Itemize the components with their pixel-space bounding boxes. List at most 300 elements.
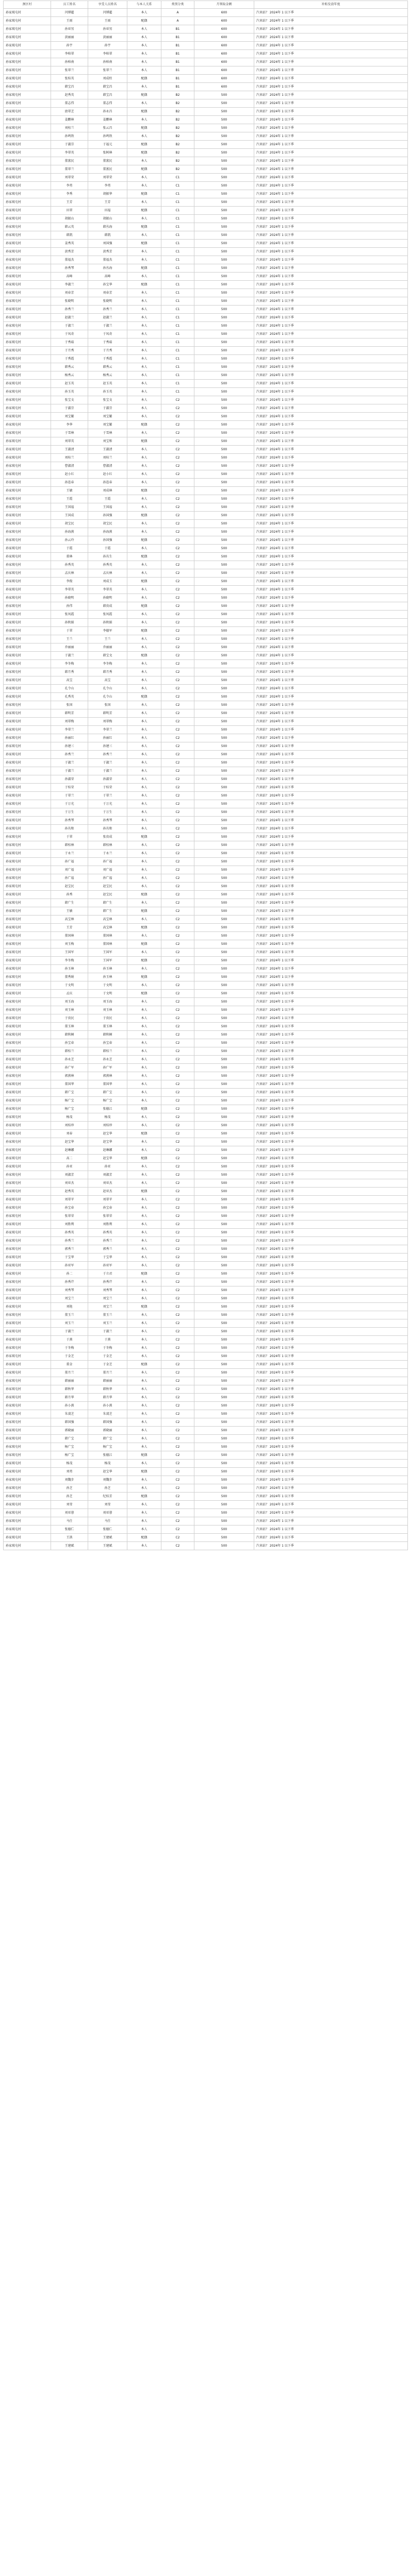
category-cell: C2 xyxy=(161,1146,194,1155)
beneficiary-name-cell: 王兰 xyxy=(88,635,127,643)
employee-name-cell: 刘亚蓉 xyxy=(51,1509,88,1517)
table-row xyxy=(4,207,408,215)
table-row xyxy=(4,1014,408,1023)
relation-cell: 本人 xyxy=(127,1542,161,1550)
subsidy-period-cell: 汽車站？ 2024年 1 以下季 xyxy=(254,1031,408,1039)
beneficiary-name-cell: 刘桂兰 xyxy=(88,454,127,462)
table-row xyxy=(4,421,408,429)
relation-cell: 配偶 xyxy=(127,487,161,495)
category-cell: C2 xyxy=(161,1039,194,1047)
category-cell: C2 xyxy=(161,1336,194,1344)
category-cell: C2 xyxy=(161,957,194,965)
monthly-amount-cell: 500 xyxy=(194,693,254,701)
table-row xyxy=(4,83,408,91)
subsidy-period-cell: 汽車站？ 2024年 1 以下季 xyxy=(254,800,408,808)
beneficiary-name-cell: 刘亚杰 xyxy=(88,1179,127,1188)
beneficiary-name-cell: 孙丛和 xyxy=(88,825,127,833)
village-cell: 孙家坡屯村 xyxy=(4,231,51,240)
subsidy-period-cell: 汽車站？ 2024年 1 以下季 xyxy=(254,726,408,734)
relation-cell: 本人 xyxy=(127,33,161,42)
table-row xyxy=(4,446,408,454)
monthly-amount-cell: 500 xyxy=(194,388,254,396)
employee-name-cell: 刘宝兰 xyxy=(51,1295,88,1303)
category-cell: C2 xyxy=(161,1311,194,1319)
employee-name-cell: 于永兰 xyxy=(51,850,88,858)
village-cell: 孙家坡屯村 xyxy=(4,660,51,668)
village-cell: 孙家坡屯村 xyxy=(4,17,51,25)
category-cell: B2 xyxy=(161,132,194,141)
village-cell: 孙家坡屯村 xyxy=(4,1534,51,1542)
beneficiary-name-cell: 张德江 xyxy=(88,1451,127,1460)
relation-cell: 本人 xyxy=(127,1311,161,1319)
beneficiary-name-cell: 孙亚男 xyxy=(88,25,127,33)
monthly-amount-cell: 500 xyxy=(194,108,254,116)
monthly-amount-cell: 500 xyxy=(194,734,254,742)
subsidy-period-cell: 汽車站？ 2024年 1 以下季 xyxy=(254,83,408,91)
village-cell: 孙家坡屯村 xyxy=(4,182,51,190)
village-cell: 孙家坡屯村 xyxy=(4,1064,51,1072)
relation-cell: 本人 xyxy=(127,462,161,470)
village-cell: 孙家坡屯村 xyxy=(4,66,51,75)
employee-name-cell: 董志伟 xyxy=(51,99,88,108)
category-cell: C2 xyxy=(161,709,194,718)
category-cell: C2 xyxy=(161,916,194,924)
village-cell: 孙家坡屯村 xyxy=(4,248,51,256)
table-row xyxy=(4,883,408,891)
subsidy-period-cell: 汽車站？ 2024年 1 以下季 xyxy=(254,1534,408,1542)
category-cell: C2 xyxy=(161,1369,194,1377)
monthly-amount-cell: 500 xyxy=(194,454,254,462)
subsidy-period-cell: 汽車站？ 2024年 1 以下季 xyxy=(254,413,408,421)
subsidy-period-cell: 汽車站？ 2024年 1 以下季 xyxy=(254,190,408,198)
category-cell: C2 xyxy=(161,495,194,503)
village-cell: 孙家坡屯村 xyxy=(4,1542,51,1550)
category-cell: C2 xyxy=(161,1352,194,1361)
employee-name-cell: 韩明芳 xyxy=(51,709,88,718)
table-row xyxy=(4,528,408,536)
subsidy-period-cell: 汽車站？ 2024年 1 以下季 xyxy=(254,157,408,165)
relation-cell: 配偶 xyxy=(127,1303,161,1311)
subsidy-period-cell: 汽車站？ 2024年 1 以下季 xyxy=(254,1410,408,1418)
subsidy-period-cell: 汽車站？ 2024年 1 以下季 xyxy=(254,808,408,817)
subsidy-period-cell: 汽車站？ 2024年 1 以下季 xyxy=(254,338,408,347)
category-cell: C2 xyxy=(161,1270,194,1278)
beneficiary-name-cell: 韩广生 xyxy=(88,899,127,907)
monthly-amount-cell: 500 xyxy=(194,1286,254,1295)
beneficiary-name-cell: 刘宝繁 xyxy=(88,421,127,429)
category-cell: C2 xyxy=(161,891,194,899)
relation-cell: 本人 xyxy=(127,1385,161,1394)
village-cell: 孙家坡屯村 xyxy=(4,149,51,157)
category-cell: C2 xyxy=(161,396,194,404)
subsidy-period-cell: 汽車站？ 2024年 1 以下季 xyxy=(254,619,408,627)
subsidy-period-cell: 汽車站？ 2024年 1 以下季 xyxy=(254,25,408,33)
village-cell: 孙家坡屯村 xyxy=(4,957,51,965)
category-cell: C2 xyxy=(161,817,194,825)
relation-cell: 本人 xyxy=(127,454,161,462)
monthly-amount-cell: 500 xyxy=(194,371,254,380)
beneficiary-name-cell: 于淑兰 xyxy=(88,322,127,330)
village-cell: 孙家坡屯村 xyxy=(4,800,51,808)
category-cell: C2 xyxy=(161,462,194,470)
table-row xyxy=(4,536,408,545)
category-cell: C1 xyxy=(161,231,194,240)
subsidy-period-cell: 汽車站？ 2024年 1 以下季 xyxy=(254,371,408,380)
table-row xyxy=(4,1385,408,1394)
monthly-amount-cell: 500 xyxy=(194,396,254,404)
category-cell: B2 xyxy=(161,157,194,165)
village-cell: 孙家坡屯村 xyxy=(4,1163,51,1171)
relation-cell: 本人 xyxy=(127,561,161,569)
table-row xyxy=(4,124,408,132)
monthly-amount-cell: 500 xyxy=(194,1039,254,1047)
employee-name-cell: 孙芝 xyxy=(51,1484,88,1493)
village-cell: 孙家坡屯村 xyxy=(4,825,51,833)
category-cell: C1 xyxy=(161,330,194,338)
relation-cell: 本人 xyxy=(127,1212,161,1221)
beneficiary-name-cell: 曹淑清 xyxy=(88,462,127,470)
village-cell: 孙家坡屯村 xyxy=(4,1344,51,1352)
beneficiary-name-cell: 孙宝春 xyxy=(88,1204,127,1212)
table-row xyxy=(4,314,408,322)
table-row xyxy=(4,619,408,627)
subsidy-period-cell: 汽車站？ 2024年 1 以下季 xyxy=(254,817,408,825)
beneficiary-name-cell: 孙秀英 xyxy=(88,1229,127,1237)
beneficiary-name-cell: 张翠荣 xyxy=(88,1212,127,1221)
monthly-amount-cell: 500 xyxy=(194,528,254,536)
subsidy-period-cell: 汽車站？ 2024年 1 以下季 xyxy=(254,545,408,553)
subsidy-period-cell: 汽車站？ 2024年 1 以下季 xyxy=(254,1105,408,1113)
monthly-amount-cell: 600 xyxy=(194,75,254,83)
relation-cell: 本人 xyxy=(127,1402,161,1410)
category-cell: C2 xyxy=(161,1526,194,1534)
table-row xyxy=(4,1377,408,1385)
beneficiary-name-cell: 于燕 xyxy=(88,1336,127,1344)
table-row xyxy=(4,1245,408,1253)
table-row xyxy=(4,470,408,479)
village-cell: 孙家坡屯村 xyxy=(4,108,51,116)
subsidy-period-cell: 汽車站？ 2024年 1 以下季 xyxy=(254,322,408,330)
village-cell: 孙家坡屯村 xyxy=(4,75,51,83)
subsidy-period-cell: 汽車站？ 2024年 1 以下季 xyxy=(254,1468,408,1476)
category-cell: C2 xyxy=(161,1253,194,1262)
subsidy-period-cell: 汽車站？ 2024年 1 以下季 xyxy=(254,1212,408,1221)
category-cell: C2 xyxy=(161,602,194,611)
subsidy-period-cell: 汽車站？ 2024年 1 以下季 xyxy=(254,50,408,58)
table-row xyxy=(4,652,408,660)
beneficiary-name-cell: 韩广宝 xyxy=(88,1089,127,1097)
column-header-subsidy-period: 补贴发放年度 xyxy=(254,1,408,9)
subsidy-period-cell: 汽車站？ 2024年 1 以下季 xyxy=(254,281,408,289)
village-cell: 孙家坡屯村 xyxy=(4,347,51,355)
monthly-amount-cell: 500 xyxy=(194,1130,254,1138)
subsidy-period-cell: 汽車站？ 2024年 1 以下季 xyxy=(254,1319,408,1328)
subsidy-period-cell: 汽車站？ 2024年 1 以下季 xyxy=(254,1155,408,1163)
subsidy-period-cell: 汽車站？ 2024年 1 以下季 xyxy=(254,940,408,948)
monthly-amount-cell: 500 xyxy=(194,223,254,231)
beneficiary-name-cell: 刘国强 xyxy=(88,240,127,248)
monthly-amount-cell: 500 xyxy=(194,174,254,182)
subsidy-period-cell: 汽車站？ 2024年 1 以下季 xyxy=(254,981,408,990)
employee-name-cell: 刘胜利 xyxy=(51,1221,88,1229)
monthly-amount-cell: 500 xyxy=(194,1064,254,1072)
monthly-amount-cell: 500 xyxy=(194,1451,254,1460)
category-cell: C1 xyxy=(161,240,194,248)
table-row xyxy=(4,66,408,75)
employee-name-cell: 韩桂林 xyxy=(51,841,88,850)
subsidy-period-cell: 汽車站？ 2024年 1 以下季 xyxy=(254,1171,408,1179)
beneficiary-name-cell: 孙广福 xyxy=(88,858,127,866)
village-cell: 孙家坡屯村 xyxy=(4,627,51,635)
employee-name-cell: 于淑芬 xyxy=(51,141,88,149)
employee-name-cell: 孙秀兰 xyxy=(51,306,88,314)
category-cell: C2 xyxy=(161,578,194,586)
employee-name-cell: 孙秀 xyxy=(51,891,88,899)
relation-cell: 配偶 xyxy=(127,1493,161,1501)
village-cell: 孙家坡屯村 xyxy=(4,25,51,33)
category-cell: C2 xyxy=(161,1014,194,1023)
table-row xyxy=(4,611,408,619)
relation-cell: 本人 xyxy=(127,1286,161,1295)
category-cell: C2 xyxy=(161,1122,194,1130)
beneficiary-name-cell: 于冬梅 xyxy=(88,1344,127,1352)
monthly-amount-cell: 600 xyxy=(194,25,254,33)
table-row xyxy=(4,1006,408,1014)
table-row xyxy=(4,248,408,256)
subsidy-period-cell: 汽車站？ 2024年 1 以下季 xyxy=(254,792,408,800)
subsidy-period-cell: 汽車站？ 2024年 1 以下季 xyxy=(254,1097,408,1105)
relation-cell: 配偶 xyxy=(127,652,161,660)
village-cell: 孙家坡屯村 xyxy=(4,1171,51,1179)
monthly-amount-cell: 500 xyxy=(194,586,254,594)
employee-name-cell: 于贵民 xyxy=(51,1014,88,1023)
beneficiary-name-cell: 乔丽丽 xyxy=(88,643,127,652)
monthly-amount-cell: 500 xyxy=(194,1336,254,1344)
monthly-amount-cell: 500 xyxy=(194,759,254,767)
beneficiary-name-cell: 孙柏南 xyxy=(88,58,127,66)
monthly-amount-cell: 500 xyxy=(194,479,254,487)
relation-cell: 本人 xyxy=(127,1509,161,1517)
village-cell: 孙家坡屯村 xyxy=(4,83,51,91)
category-cell: B2 xyxy=(161,141,194,149)
beneficiary-name-cell: 韩凯 xyxy=(88,231,127,240)
category-cell: C2 xyxy=(161,932,194,940)
table-row xyxy=(4,1039,408,1047)
employee-name-cell: 杨茂 xyxy=(51,1113,88,1122)
beneficiary-name-cell: 孙亚 xyxy=(88,1163,127,1171)
relation-cell: 本人 xyxy=(127,808,161,817)
table-row xyxy=(4,734,408,742)
monthly-amount-cell: 500 xyxy=(194,124,254,132)
village-cell: 孙家坡屯村 xyxy=(4,1253,51,1262)
beneficiary-name-cell: 杨广宝 xyxy=(88,1443,127,1451)
monthly-amount-cell: 500 xyxy=(194,924,254,932)
category-cell: C2 xyxy=(161,858,194,866)
category-cell: C2 xyxy=(161,1286,194,1295)
table-row xyxy=(4,1352,408,1361)
table-row xyxy=(4,676,408,685)
monthly-amount-cell: 500 xyxy=(194,1484,254,1493)
monthly-amount-cell: 500 xyxy=(194,1493,254,1501)
relation-cell: 本人 xyxy=(127,1377,161,1385)
table-row xyxy=(4,726,408,734)
village-cell: 孙家坡屯村 xyxy=(4,883,51,891)
monthly-amount-cell: 500 xyxy=(194,1221,254,1229)
subsidy-period-cell: 汽車站？ 2024年 1 以下季 xyxy=(254,891,408,899)
village-cell: 孙家坡屯村 xyxy=(4,1221,51,1229)
beneficiary-name-cell: 于福元 xyxy=(88,141,127,149)
category-cell: C2 xyxy=(161,759,194,767)
beneficiary-name-cell: 张翠兰 xyxy=(88,66,127,75)
subsidy-period-cell: 汽車站？ 2024年 1 以下季 xyxy=(254,569,408,578)
subsidy-period-cell: 汽車站？ 2024年 1 以下季 xyxy=(254,1080,408,1089)
category-cell: C2 xyxy=(161,742,194,751)
beneficiary-name-cell: 孙亚军 xyxy=(88,1262,127,1270)
employee-name-cell: 张晓明 xyxy=(51,297,88,306)
employee-name-cell: 孙亚军 xyxy=(51,1262,88,1270)
village-cell: 孙家坡屯村 xyxy=(4,1501,51,1509)
relation-cell: 本人 xyxy=(127,767,161,775)
relation-cell: 本人 xyxy=(127,9,161,17)
beneficiary-name-cell: 王雨 xyxy=(88,17,127,25)
table-row xyxy=(4,503,408,512)
village-cell: 孙家坡屯村 xyxy=(4,1311,51,1319)
category-cell: C2 xyxy=(161,866,194,874)
table-row xyxy=(4,454,408,462)
relation-cell: 本人 xyxy=(127,734,161,742)
employee-name-cell: 刘玉兰 xyxy=(51,1319,88,1328)
monthly-amount-cell: 500 xyxy=(194,1080,254,1089)
employee-name-cell: 杨广宝 xyxy=(51,1097,88,1105)
village-cell: 孙家坡屯村 xyxy=(4,998,51,1006)
subsidy-period-cell: 汽車站？ 2024年 1 以下季 xyxy=(254,437,408,446)
subsidy-period-cell: 汽車站？ 2024年 1 以下季 xyxy=(254,1253,408,1262)
table-row xyxy=(4,808,408,817)
employee-name-cell: 赵淑兰 xyxy=(51,314,88,322)
category-cell: C2 xyxy=(161,660,194,668)
relation-cell: 配偶 xyxy=(127,536,161,545)
monthly-amount-cell: 500 xyxy=(194,1212,254,1221)
employee-name-cell: 于燕 xyxy=(51,1336,88,1344)
relation-cell: 本人 xyxy=(127,1039,161,1047)
category-cell: C1 xyxy=(161,215,194,223)
relation-cell: 本人 xyxy=(127,643,161,652)
relation-cell: 配偶 xyxy=(127,957,161,965)
subsidy-period-cell: 汽車站？ 2024年 1 以下季 xyxy=(254,1311,408,1319)
monthly-amount-cell: 500 xyxy=(194,850,254,858)
employee-name-cell: 李冬梅 xyxy=(51,957,88,965)
beneficiary-name-cell: 董国林 xyxy=(88,940,127,948)
monthly-amount-cell: 500 xyxy=(194,883,254,891)
beneficiary-name-cell: 杨广宝 xyxy=(88,1097,127,1105)
village-cell: 孙家坡屯村 xyxy=(4,1031,51,1039)
subsidy-period-cell: 汽車站？ 2024年 1 以下季 xyxy=(254,91,408,99)
category-cell: C2 xyxy=(161,1493,194,1501)
relation-cell: 本人 xyxy=(127,1427,161,1435)
table-row xyxy=(4,948,408,957)
employee-name-cell: 王淑清 xyxy=(51,446,88,454)
category-cell: B2 xyxy=(161,149,194,157)
subsidy-period-cell: 汽車站？ 2024年 1 以下季 xyxy=(254,1221,408,1229)
subsidy-period-cell: 汽車站？ 2024年 1 以下季 xyxy=(254,273,408,281)
beneficiary-name-cell: 王国军 xyxy=(88,957,127,965)
relation-cell: 本人 xyxy=(127,916,161,924)
table-row xyxy=(4,116,408,124)
table-row xyxy=(4,1089,408,1097)
relation-cell: 本人 xyxy=(127,1006,161,1014)
category-cell: C2 xyxy=(161,1501,194,1509)
village-cell: 孙家坡屯村 xyxy=(4,1039,51,1047)
table-row xyxy=(4,1262,408,1270)
monthly-amount-cell: 500 xyxy=(194,1171,254,1179)
employee-name-cell: 孙芝 xyxy=(51,1493,88,1501)
beneficiary-name-cell: 董富民 xyxy=(88,165,127,174)
relation-cell: 本人 xyxy=(127,866,161,874)
relation-cell: 本人 xyxy=(127,1031,161,1039)
beneficiary-name-cell: 于宝华 xyxy=(88,1253,127,1262)
employee-name-cell: 杨茂 xyxy=(51,1460,88,1468)
subsidy-period-cell: 汽車站？ 2024年 1 以下季 xyxy=(254,676,408,685)
table-row xyxy=(4,981,408,990)
employee-name-cell: 赵琳娜 xyxy=(51,1146,88,1155)
table-row xyxy=(4,1097,408,1105)
category-cell: C2 xyxy=(161,841,194,850)
employee-name-cell: 高二 xyxy=(51,1155,88,1163)
employee-name-cell: 王国军 xyxy=(51,948,88,957)
subsidy-period-cell: 汽車站？ 2024年 1 以下季 xyxy=(254,182,408,190)
category-cell: C1 xyxy=(161,306,194,314)
subsidy-period-cell: 汽車站？ 2024年 1 以下季 xyxy=(254,528,408,536)
relation-cell: 本人 xyxy=(127,1295,161,1303)
monthly-amount-cell: 500 xyxy=(194,718,254,726)
table-row xyxy=(4,940,408,948)
relation-cell: 本人 xyxy=(127,66,161,75)
village-cell: 孙家坡屯村 xyxy=(4,775,51,784)
beneficiary-name-cell: 赵淑兰 xyxy=(88,314,127,322)
category-cell: C2 xyxy=(161,1443,194,1451)
subsidy-period-cell: 汽車站？ 2024年 1 以下季 xyxy=(254,1460,408,1468)
employee-name-cell: 杨秀云 xyxy=(51,371,88,380)
beneficiary-name-cell: 刘宝繁 xyxy=(88,413,127,421)
subsidy-period-cell: 汽車站？ 2024年 1 以下季 xyxy=(254,231,408,240)
table-row xyxy=(4,240,408,248)
employee-name-cell: 王建斌 xyxy=(51,1542,88,1550)
monthly-amount-cell: 500 xyxy=(194,297,254,306)
table-row xyxy=(4,404,408,413)
village-cell: 孙家坡屯村 xyxy=(4,1212,51,1221)
subsidy-period-cell: 汽車站？ 2024年 1 以下季 xyxy=(254,1336,408,1344)
village-cell: 孙家坡屯村 xyxy=(4,693,51,701)
subsidy-period-cell: 汽車站？ 2024年 1 以下季 xyxy=(254,883,408,891)
category-cell: C2 xyxy=(161,1468,194,1476)
employee-name-cell: 赵小红 xyxy=(51,470,88,479)
beneficiary-name-cell: 董福杰 xyxy=(88,256,127,264)
monthly-amount-cell: 500 xyxy=(194,817,254,825)
beneficiary-name-cell: 郭燕林 xyxy=(88,1072,127,1080)
beneficiary-name-cell: 孙国强 xyxy=(88,512,127,520)
relation-cell: 本人 xyxy=(127,1122,161,1130)
village-cell: 孙家坡屯村 xyxy=(4,1155,51,1163)
table-row xyxy=(4,1229,408,1237)
employee-name-cell: 田翠 xyxy=(51,207,88,215)
employee-name-cell: 王芳 xyxy=(51,198,88,207)
employee-name-cell: 于冬梅 xyxy=(51,1344,88,1352)
relation-cell: 本人 xyxy=(127,116,161,124)
relation-cell: 配偶 xyxy=(127,1105,161,1113)
beneficiary-name-cell: 于淑兰 xyxy=(88,767,127,775)
employee-name-cell: 王雨 xyxy=(51,17,88,25)
monthly-amount-cell: 500 xyxy=(194,1196,254,1204)
